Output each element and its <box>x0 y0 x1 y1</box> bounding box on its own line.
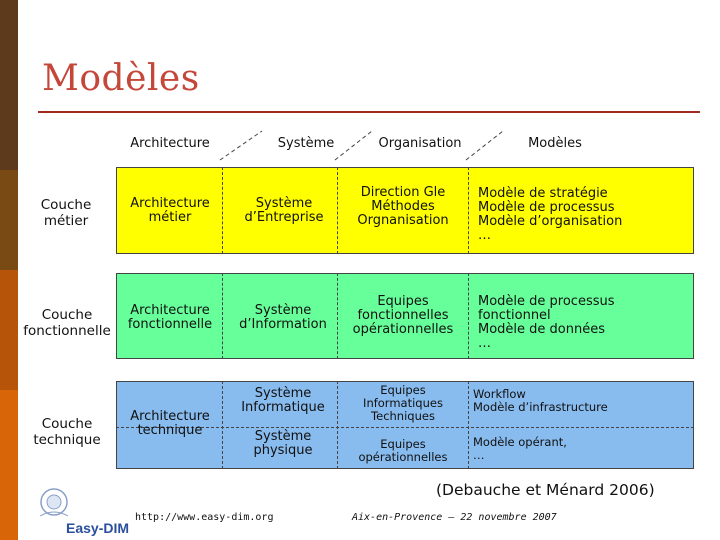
column-separator <box>468 167 469 254</box>
column-header-organisation: Organisation <box>378 136 462 151</box>
row-label-text: Couche fonctionnelle <box>23 307 111 339</box>
header-separators <box>0 0 720 175</box>
logo-text: Easy-DIM <box>66 520 130 536</box>
leftbar-segment <box>0 170 18 270</box>
footer-url-link[interactable]: http://www.easy-dim.org <box>135 512 274 523</box>
cell-systeme-informatique: Système Informatique <box>241 386 325 415</box>
cell-modeles-technique-bottom <box>473 436 691 462</box>
cell-systeme-information: Système d’Information <box>239 303 327 332</box>
model-item: … <box>478 336 491 351</box>
slide-title: Modèles <box>42 58 200 99</box>
cell-organisation-metier: Direction Gle Méthodes Orgnanisation <box>357 185 449 228</box>
model-item: Modèle de stratégie <box>478 186 608 201</box>
row-label-fonctionnelle <box>18 307 116 339</box>
header-separator <box>466 131 503 160</box>
cell-equipes-informatiques: Equipes Informatiques Techniques <box>363 383 443 423</box>
model-item: fonctionnel <box>478 308 551 323</box>
cell-architecture-metier: Architecture métier <box>130 196 210 225</box>
column-header-modeles: Modèles <box>528 136 582 151</box>
column-header-systeme: Système <box>277 136 335 151</box>
cell-organisation-fonctionnelle: Equipes fonctionnelles opérationnelles <box>352 294 454 337</box>
model-item: Workflow <box>473 387 526 401</box>
row-label-text: Couche technique <box>33 416 101 448</box>
model-item: Modèle opérant, <box>473 435 567 449</box>
column-separator <box>468 273 469 359</box>
model-item: … <box>473 448 485 462</box>
column-separator <box>337 167 338 254</box>
row-label-technique <box>22 416 112 448</box>
model-item: Modèle de processus <box>478 200 615 215</box>
cell-modeles-metier <box>478 187 690 243</box>
column-separator <box>222 167 223 254</box>
column-separator <box>337 273 338 359</box>
row-label-text: Couche métier <box>40 197 92 229</box>
column-separator <box>337 381 338 469</box>
model-item: Modèle de processus <box>478 294 615 309</box>
footer-place-date: Aix-en-Provence – 22 novembre 2007 <box>352 512 557 523</box>
leftbar-segment <box>0 270 18 390</box>
cell-modeles-technique-top <box>473 388 691 414</box>
column-separator <box>468 381 469 469</box>
cell-systeme-physique: Système physique <box>253 429 313 458</box>
header-separator <box>335 131 372 160</box>
cell-architecture-fonctionnelle: Architecture fonctionnelle <box>127 303 213 332</box>
cell-modeles-fonctionnelle <box>478 295 690 351</box>
cell-architecture-technique: Architecture technique <box>130 409 210 438</box>
citation: (Debauche et Ménard 2006) <box>436 481 655 499</box>
cell-equipes-operationnelles: Equipes opérationnelles <box>358 437 448 464</box>
row-label-metier <box>20 197 112 229</box>
header-separator <box>220 131 262 160</box>
cell-systeme-entreprise: Système d’Entreprise <box>244 196 324 225</box>
leftbar-segment <box>0 390 18 540</box>
model-item: … <box>478 228 491 243</box>
model-item: Modèle d’organisation <box>478 214 623 229</box>
model-item: Modèle de données <box>478 322 605 337</box>
column-separator <box>222 273 223 359</box>
column-header-architecture: Architecture <box>130 136 210 151</box>
column-separator <box>222 381 223 469</box>
model-item: Modèle d’infrastructure <box>473 400 608 414</box>
